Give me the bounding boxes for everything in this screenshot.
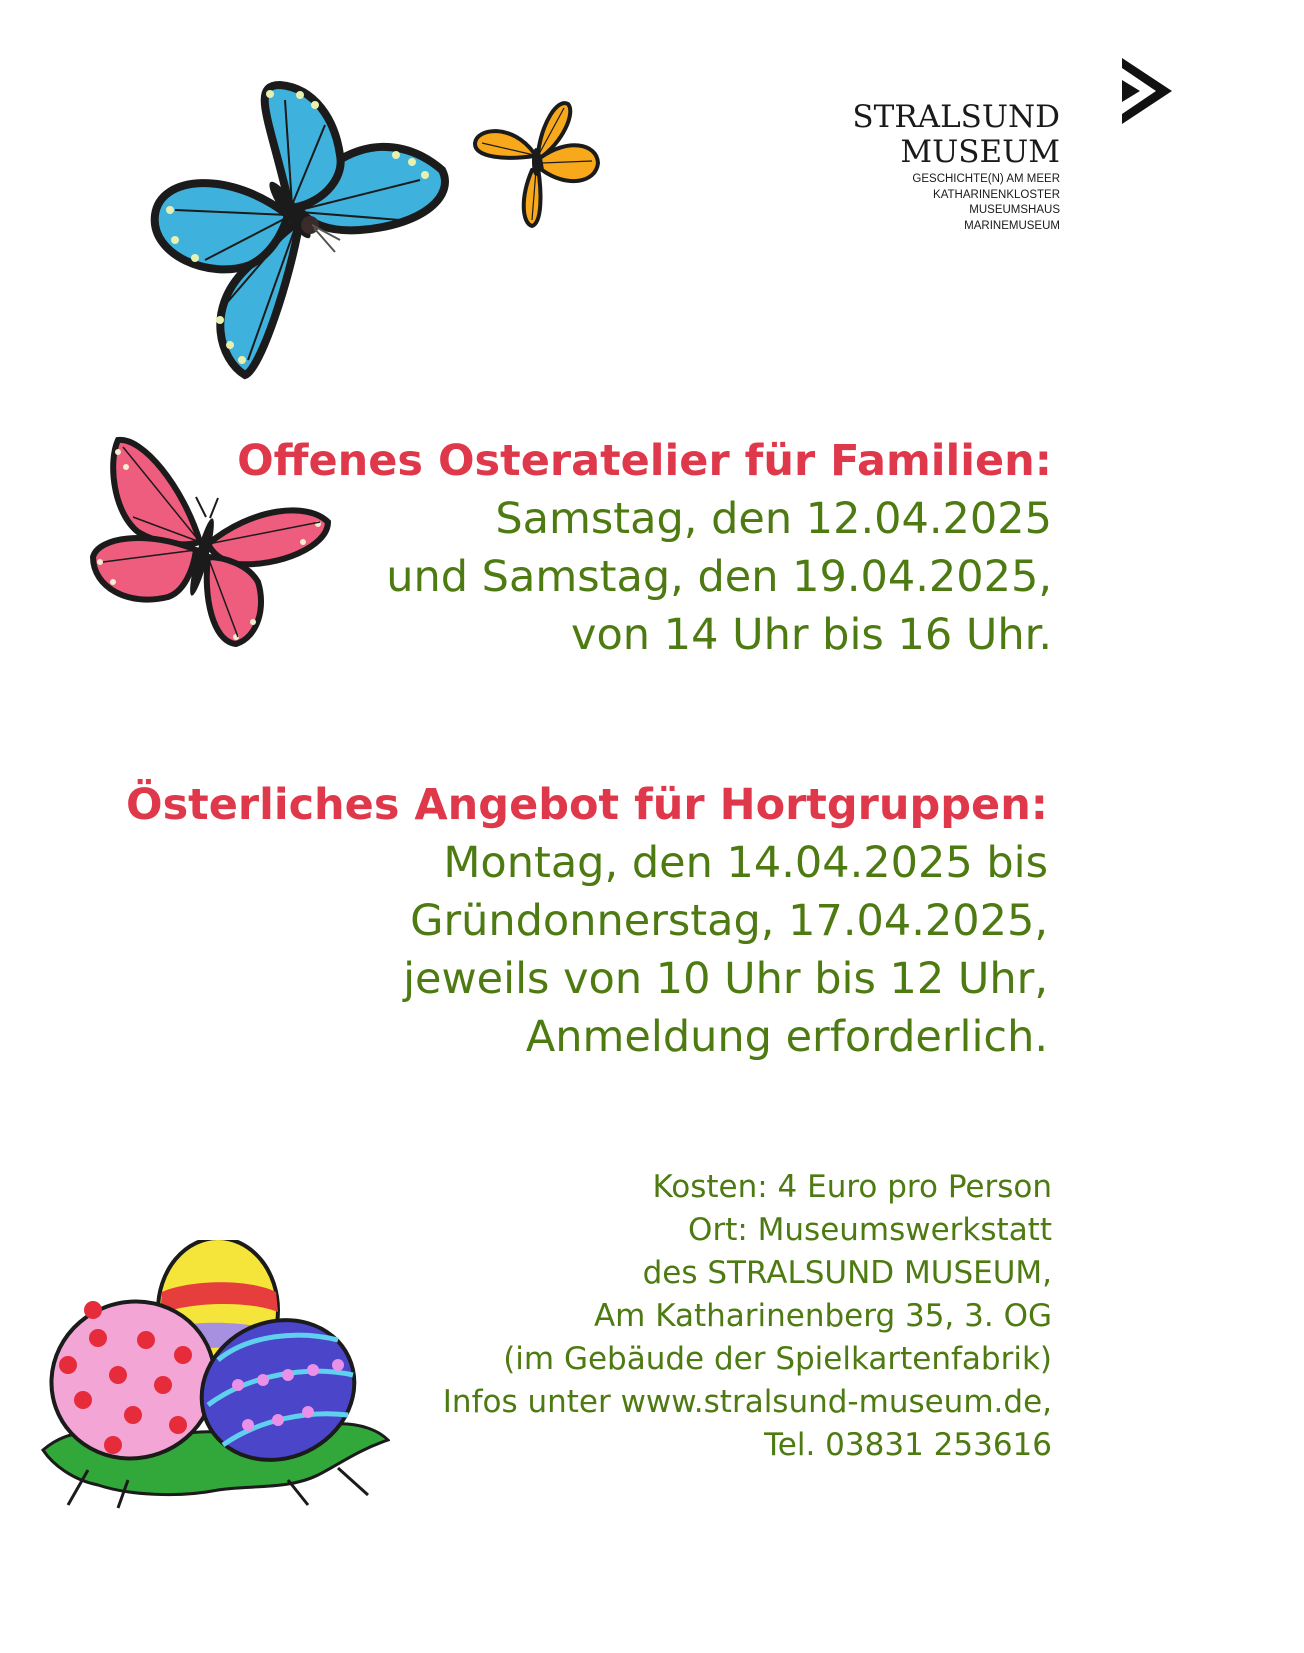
families-line: Samstag, den 12.04.2025 — [495, 494, 1052, 544]
info-line-website: Infos unter www.stralsund-museum.de, — [442, 1384, 1052, 1420]
logo-sub-line3: MUSEUMSHAUS — [969, 204, 1060, 216]
orange-butterfly-icon — [472, 98, 602, 230]
museum-logo — [852, 58, 1180, 238]
logo-name-line2: MUSEUM — [900, 134, 1060, 170]
hort-section — [126, 776, 1048, 1066]
logo-sub-line4: MARINEMUSEUM — [964, 220, 1060, 232]
families-line: und Samstag, den 19.04.2025, — [386, 552, 1052, 602]
families-line: von 14 Uhr bis 16 Uhr. — [571, 610, 1052, 660]
info-line-phone: Tel. 03831 253616 — [764, 1427, 1052, 1463]
info-section — [443, 1166, 1052, 1467]
info-line: Kosten: 4 Euro pro Person — [652, 1169, 1052, 1205]
logo-name-line1: STRALSUND — [852, 99, 1060, 135]
info-line: des STRALSUND MUSEUM, — [642, 1255, 1052, 1291]
arrow-icon — [1122, 58, 1174, 124]
easter-eggs-icon — [38, 1240, 390, 1510]
families-section — [237, 432, 1052, 664]
blue-butterfly-icon — [150, 80, 450, 380]
info-line: Ort: Museumswerkstatt — [688, 1212, 1052, 1248]
hort-line: Montag, den 14.04.2025 bis — [443, 838, 1048, 888]
info-line: (im Gebäude der Spielkartenfabrik) — [503, 1341, 1052, 1377]
hort-line: Anmeldung erforderlich. — [525, 1012, 1048, 1062]
families-headline: Offenes Osteratelier für Familien: — [237, 436, 1052, 486]
hort-headline: Österliches Angebot für Hortgruppen: — [126, 780, 1048, 830]
hort-line: jeweils von 10 Uhr bis 12 Uhr, — [403, 954, 1048, 1004]
info-line: Am Katharinenberg 35, 3. OG — [593, 1298, 1052, 1334]
logo-sub-line1: GESCHICHTE(N) AM MEER — [912, 173, 1060, 185]
logo-sub-line2: KATHARINENKLOSTER — [933, 189, 1060, 201]
hort-line: Gründonnerstag, 17.04.2025, — [410, 896, 1048, 946]
